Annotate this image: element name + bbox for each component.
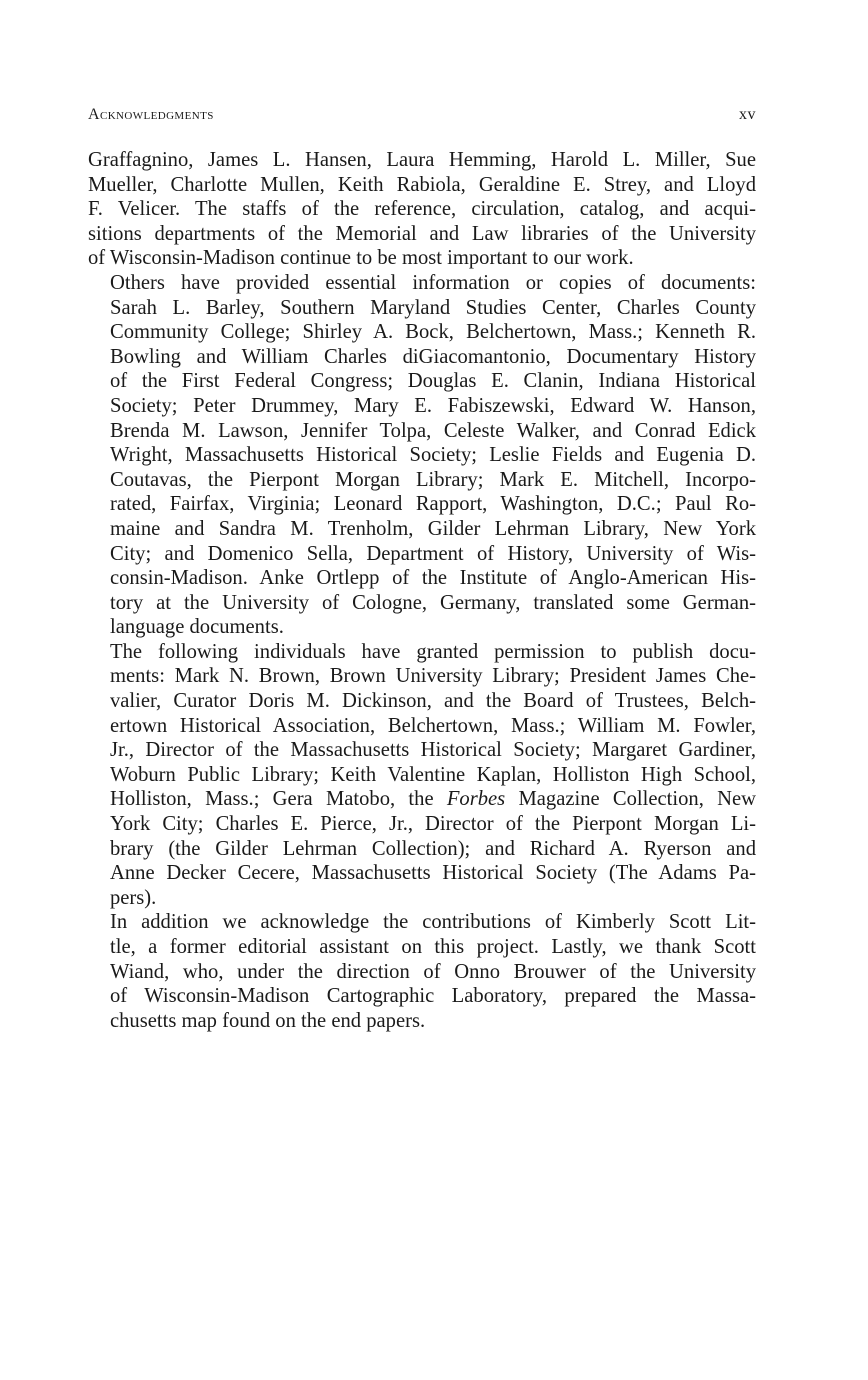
text-line: valier, Curator Doris M. Dickinson, and the Board of Trustees, Belch-: [110, 690, 756, 713]
paragraph-3: [88, 640, 756, 911]
italic-title: Forbes: [446, 788, 506, 811]
text-line: Society; Peter Drummey, Mary E. Fabiszewski, Edward W. Hanson,: [110, 394, 756, 417]
text-line: tory at the University of Cologne, Germany, translated some German-: [110, 591, 756, 614]
text-line: ments: Mark N. Brown, Brown University Library; President James Che-: [110, 665, 756, 688]
paragraph-4: [88, 910, 756, 1033]
text-line: The following individuals have granted permission to publish docu-: [110, 640, 756, 663]
text-line: York City; Charles E. Pierce, Jr., Director of the Pierpont Morgan Li-: [110, 813, 756, 836]
running-head-title: Acknowledgments: [88, 106, 214, 123]
body-text: [88, 148, 756, 1033]
text-line: F. Velicer. The staffs of the reference, circulation, catalog, and acqui-: [88, 198, 756, 221]
text-line: Sarah L. Barley, Southern Maryland Studies Center, Charles County: [110, 296, 756, 319]
text-line: Holliston, Mass.; Gera Matobo, the Forbes Magazine Collection, New: [110, 788, 756, 811]
text-line: Brenda M. Lawson, Jennifer Tolpa, Celeste Walker, and Conrad Edick: [110, 419, 756, 442]
paragraph-1: [88, 148, 756, 271]
text-line: Wiand, who, under the direction of Onno Brouwer of the University: [110, 960, 756, 983]
text-line: of Wisconsin-Madison Cartographic Laboratory, prepared the Massa-: [110, 985, 756, 1008]
text-line: sitions departments of the Memorial and Law libraries of the University: [88, 222, 756, 245]
text-line: language documents.: [110, 616, 284, 639]
text-line: Mueller, Charlotte Mullen, Keith Rabiola, Geraldine E. Strey, and Lloyd: [88, 173, 756, 196]
text-line: Wright, Massachusetts Historical Society; Leslie Fields and Eugenia D.: [110, 444, 756, 467]
text-line: Coutavas, the Pierpont Morgan Library; Mark E. Mitchell, Incorpo-: [110, 468, 756, 491]
book-page: [88, 106, 756, 1033]
text-line: pers).: [110, 886, 157, 909]
text-line: brary (the Gilder Lehrman Collection); and Richard A. Ryerson and: [110, 837, 756, 860]
page-number: xv: [739, 106, 756, 123]
text-line: of the First Federal Congress; Douglas E. Clanin, Indiana Historical: [110, 370, 756, 393]
text-line: chusetts map found on the end papers.: [110, 1009, 426, 1032]
text-line: Others have provided essential information or copies of documents:: [110, 271, 756, 294]
text-line: Bowling and William Charles diGiacomantonio, Documentary History: [110, 345, 756, 368]
text-line: Graffagnino, James L. Hansen, Laura Hemming, Harold L. Miller, Sue: [88, 149, 756, 171]
text-line: tle, a former editorial assistant on this project. Lastly, we thank Scott: [110, 936, 756, 958]
text-line: maine and Sandra M. Trenholm, Gilder Lehrman Library, New York: [110, 517, 756, 540]
text-line: City; and Domenico Sella, Department of History, University of Wis-: [110, 542, 756, 565]
text-line: Community College; Shirley A. Bock, Belchertown, Mass.; Kenneth R.: [110, 321, 756, 344]
text-line: Woburn Public Library; Keith Valentine Kaplan, Holliston High School,: [110, 763, 756, 786]
text-line: Anne Decker Cecere, Massachusetts Historical Society (The Adams Pa-: [110, 862, 756, 885]
paragraph-2: [88, 271, 756, 640]
running-head: [88, 106, 756, 136]
text-line: of Wisconsin-Madison continue to be most important to our work.: [88, 247, 634, 270]
text-line: Jr., Director of the Massachusetts Historical Society; Margaret Gardiner,: [110, 739, 756, 762]
text-line: ertown Historical Association, Belchertown, Mass.; William M. Fowler,: [110, 714, 756, 737]
text-line: consin-Madison. Anke Ortlepp of the Institute of Anglo-American His-: [110, 567, 756, 590]
text-line: rated, Fairfax, Virginia; Leonard Rapport, Washington, D.C.; Paul Ro-: [110, 493, 756, 516]
text-line: In addition we acknowledge the contributions of Kimberly Scott Lit-: [110, 911, 756, 934]
